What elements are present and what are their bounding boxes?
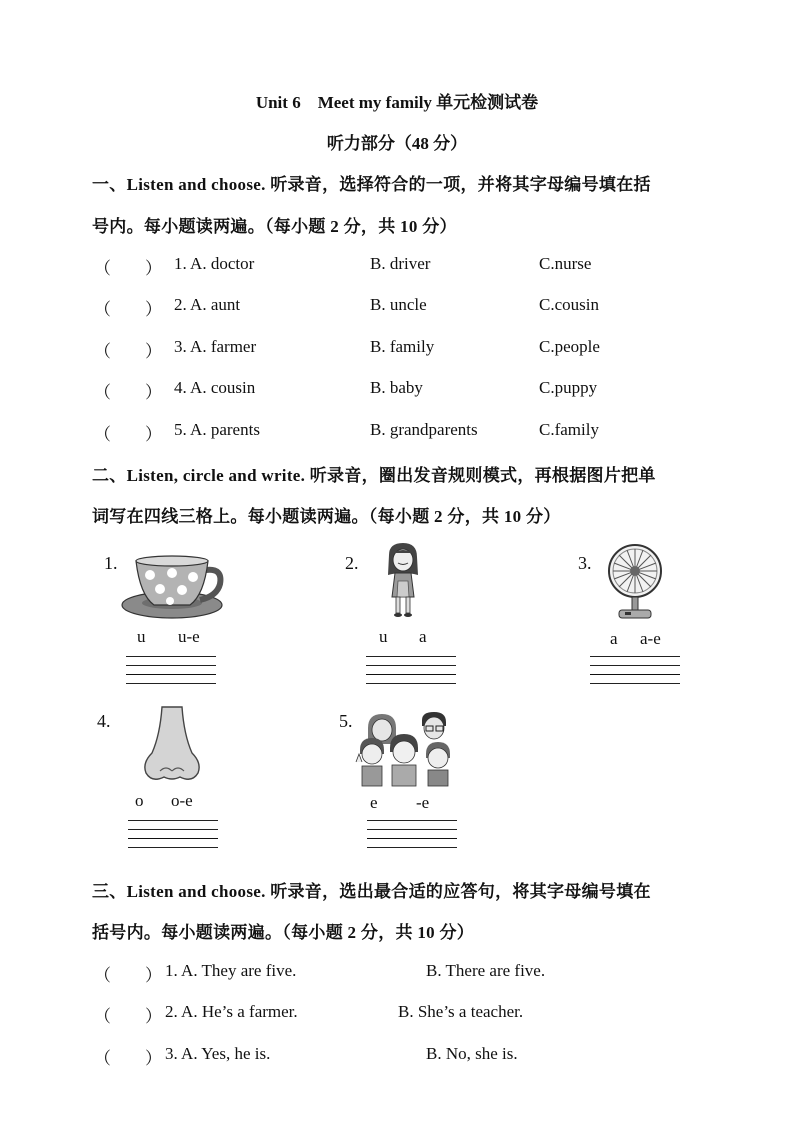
page-subtitle: 听力部分（48 分）: [326, 134, 468, 153]
section1-instruction-line2: 号内。每小题读两遍。（每小题 2 分，共 10 分）: [92, 217, 457, 236]
answer-blank[interactable]: （ ）: [94, 383, 162, 402]
writing-lines[interactable]: [366, 656, 456, 692]
option-a: 1. A. They are five.: [165, 961, 297, 980]
section3-instruction-line1: 三、Listen and choose. 听录音，选出最合适的应答句，将其字母编号填在: [92, 882, 651, 901]
option-c: C.puppy: [539, 378, 598, 397]
option-a: 4. A. cousin: [174, 378, 256, 397]
phonics-option[interactable]: a-e: [640, 629, 661, 648]
phonics-option[interactable]: -e: [416, 793, 430, 812]
writing-lines[interactable]: [126, 656, 216, 692]
option-c: C.people: [539, 337, 600, 356]
writing-lines[interactable]: [128, 820, 218, 856]
option-b: B. There are five.: [426, 961, 546, 980]
option-c: C.cousin: [539, 295, 599, 314]
phonics-option[interactable]: u: [137, 627, 146, 646]
answer-blank[interactable]: （ ）: [94, 966, 162, 985]
page-title: Unit 6 Meet my family 单元检测试卷: [255, 93, 539, 112]
option-b: B. She’s a teacher.: [398, 1002, 524, 1021]
section2-instruction-line2: 词写在四线三格上。每小题读两遍。（每小题 2 分，共 10 分）: [92, 507, 561, 526]
nose-icon: [140, 705, 205, 785]
section3-instruction-line2: 括号内。每小题读两遍。（每小题 2 分，共 10 分）: [92, 923, 475, 942]
item-number: 3.: [578, 553, 592, 573]
answer-blank[interactable]: （ ）: [94, 1007, 162, 1026]
option-b: B. driver: [370, 254, 431, 273]
phonics-option[interactable]: o: [135, 791, 144, 810]
option-b: B. grandparents: [370, 420, 478, 439]
section1-instruction-line1: 一、Listen and choose. 听录音，选择符合的一项，并将其字母编号填在括: [92, 175, 651, 194]
phonics-option[interactable]: a: [610, 629, 618, 648]
phonics-option[interactable]: e: [370, 793, 378, 812]
fan-icon: [605, 543, 665, 623]
item-number: 5.: [339, 711, 353, 731]
option-b: B. uncle: [370, 295, 427, 314]
option-c: C.family: [539, 420, 599, 439]
option-a: 3. A. farmer: [174, 337, 257, 356]
option-a: 1. A. doctor: [174, 254, 255, 273]
answer-blank[interactable]: （ ）: [94, 300, 162, 319]
item-number: 2.: [345, 553, 359, 573]
option-b: B. baby: [370, 378, 423, 397]
answer-blank[interactable]: （ ）: [94, 1049, 162, 1068]
phonics-option[interactable]: a: [419, 627, 427, 646]
writing-lines[interactable]: [367, 820, 457, 856]
option-c: C.nurse: [539, 254, 592, 273]
answer-blank[interactable]: （ ）: [94, 342, 162, 361]
option-a: 3. A. Yes, he is.: [165, 1044, 271, 1063]
section2-instruction-line1: 二、Listen, circle and write. 听录音，圈出发音规则模式，再根据图片把单: [92, 466, 656, 485]
option-b: B. No, she is.: [426, 1044, 518, 1063]
item-number: 1.: [104, 553, 118, 573]
phonics-option[interactable]: u-e: [178, 627, 200, 646]
option-a: 5. A. parents: [174, 420, 260, 439]
option-b: B. family: [370, 337, 435, 356]
writing-lines[interactable]: [590, 656, 680, 692]
family-icon: [354, 710, 456, 788]
option-a: 2. A. He’s a farmer.: [165, 1002, 298, 1021]
girl-icon: [383, 543, 423, 623]
phonics-option[interactable]: u: [379, 627, 388, 646]
item-number: 4.: [97, 711, 111, 731]
answer-blank[interactable]: （ ）: [94, 425, 162, 444]
phonics-option[interactable]: o-e: [171, 791, 193, 810]
answer-blank[interactable]: （ ）: [94, 259, 162, 278]
option-a: 2. A. aunt: [174, 295, 241, 314]
cup-icon: [120, 555, 225, 620]
